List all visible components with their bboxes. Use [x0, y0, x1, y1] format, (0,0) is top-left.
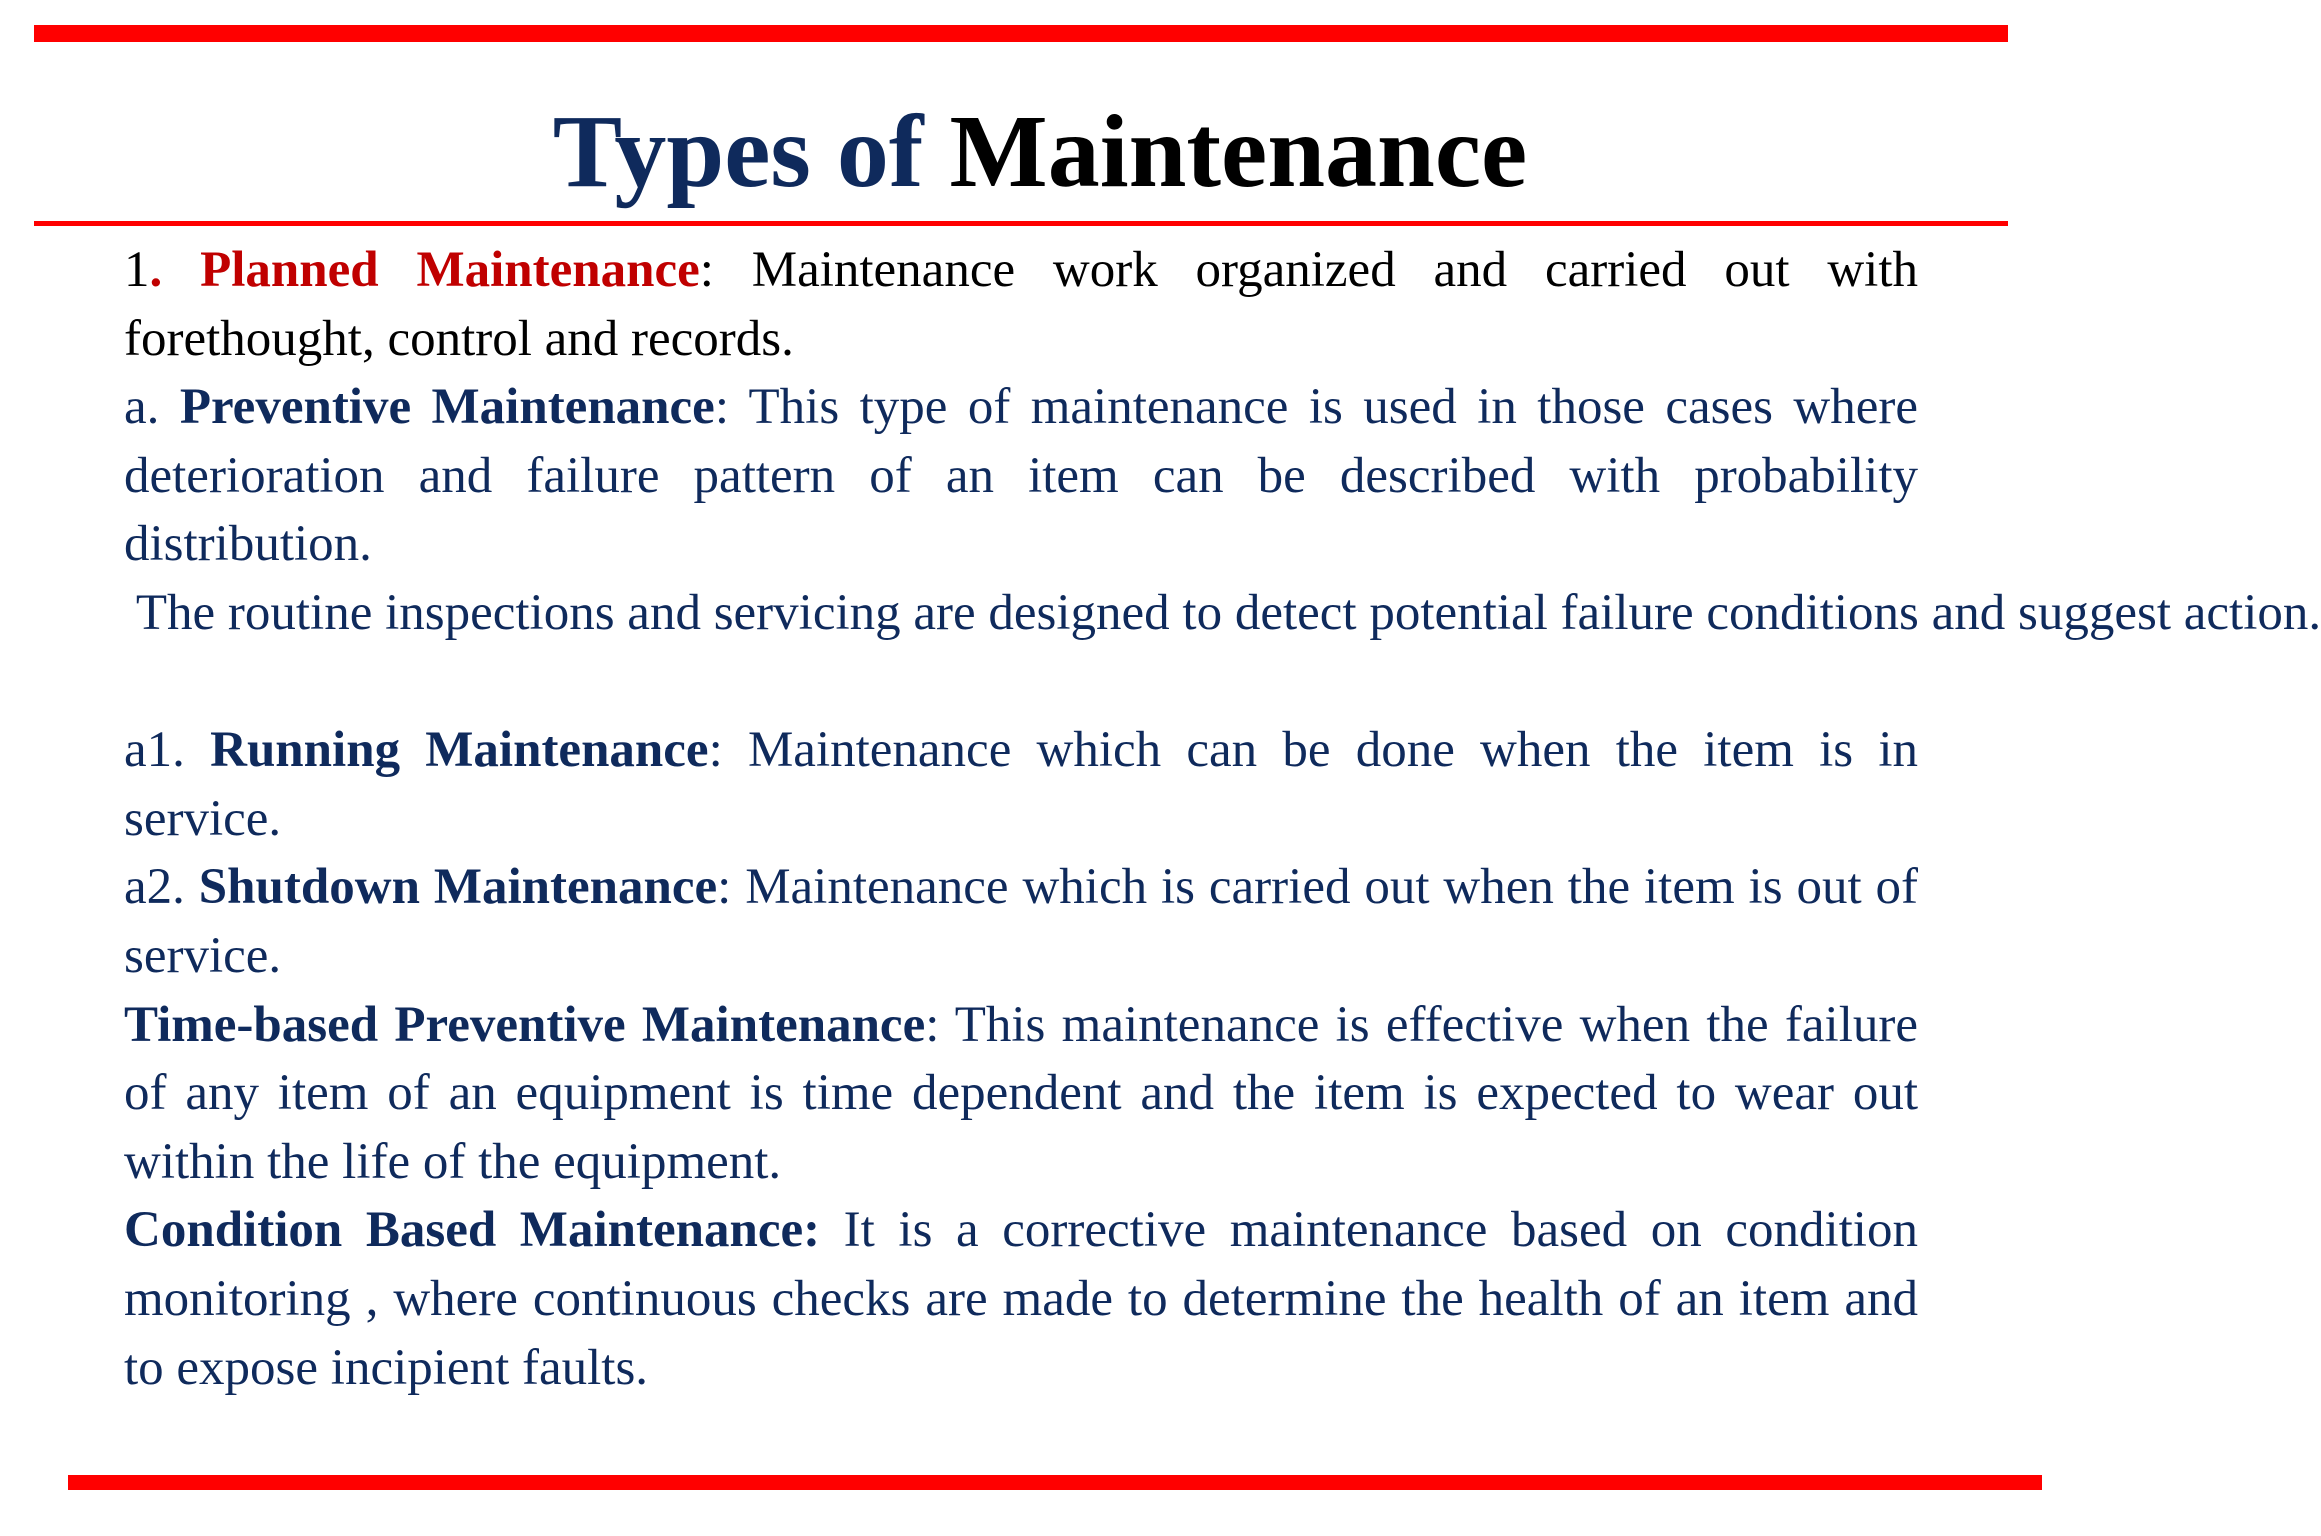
condition-based-body: It is a corrective maintenance based on condition monitoring , where continuous checks are made to determine the health of an item and to expose incipient faults. — [124, 1202, 1918, 1396]
slide-title — [0, 92, 2080, 212]
title-underline-rule — [34, 221, 2008, 226]
planned-maintenance-paragraph — [124, 236, 1918, 373]
shutdown-term: Shutdown Maintenance — [198, 859, 718, 916]
shutdown-body: : Maintenance which is carried out when the item is out of service. — [124, 859, 1919, 984]
running-term: Running Maintenance — [210, 722, 709, 779]
preventive-prefix: a. — [124, 379, 180, 436]
routine-body: The routine inspections and servicing are designed to detect potential failure conditions and suggest action. — [124, 584, 2321, 641]
shutdown-maintenance-paragraph — [124, 853, 1918, 990]
time-based-term: Time-based Preventive Maintenance — [124, 996, 926, 1053]
blank-line — [124, 648, 1918, 717]
title-part-1: Types of — [552, 94, 924, 209]
running-body: : Maintenance which can be done when the item is in service. — [124, 722, 1919, 847]
top-red-rule — [34, 25, 2008, 42]
preventive-body: : This type of maintenance is used in those cases where deterioration and failure pattern of an item can be described with probability distribution. — [124, 379, 1918, 573]
running-maintenance-paragraph — [124, 716, 1918, 853]
planned-body: : Maintenance work organized and carried out with forethought, control and records. — [124, 242, 1918, 367]
preventive-term: Preventive Maintenance — [179, 379, 715, 436]
time-based-maintenance-paragraph — [124, 991, 1918, 1197]
planned-term: . Planned Maintenance — [149, 242, 700, 298]
bottom-red-rule — [68, 1475, 2042, 1490]
title-part-2: Maintenance — [949, 94, 1528, 209]
running-prefix: a1. — [124, 722, 211, 779]
condition-based-term: Condition Based Maintenance: — [124, 1202, 821, 1259]
routine-inspection-paragraph — [124, 579, 2321, 648]
preventive-maintenance-paragraph — [124, 373, 1918, 579]
time-based-body: : This maintenance is effective when the failure of any item of an equipment is time dependent and the item is expected to wear out within the life of the equipment. — [124, 996, 1918, 1190]
slide-body — [124, 236, 2321, 1402]
condition-based-maintenance-paragraph — [124, 1196, 1918, 1402]
planned-prefix: 1 — [124, 242, 150, 298]
shutdown-prefix: a2. — [124, 859, 199, 916]
